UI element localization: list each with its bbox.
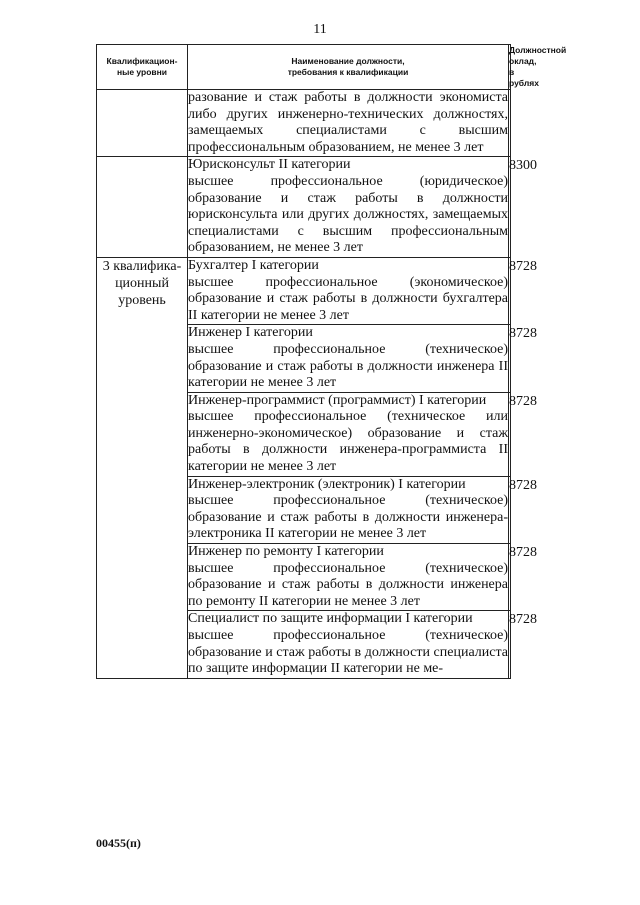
position-requirements: высшее профессиональное (экономическое) образование и стаж работы в должности бухгалтера II категории не менее 3 лет xyxy=(188,274,508,323)
position-requirements: высшее профессиональное (юридическое) образование и стаж работы в должности юрисконсульта или других должностях, замещаемых специалистами с высшим профессиональным образованием, не менее 3 лет xyxy=(188,173,508,256)
position-title: Инженер-программист (программист) I категории xyxy=(188,392,487,408)
position-title: Юрисконсульт II категории xyxy=(188,157,351,173)
table-row xyxy=(97,257,511,324)
position-requirements: высшее профессиональное (техническое или инженерно-экономическое) образование и стаж работы в должности инженера-программиста II категории не менее 3 лет xyxy=(188,409,508,475)
position-requirements: высшее профессиональное (техническое) образование и стаж работы в должности инженера по ремонту II категории не менее 3 лет xyxy=(188,560,508,609)
header-salary: Должностной оклад, в рублях xyxy=(509,45,567,88)
position-requirements: высшее профессиональное (техническое) образование и стаж работы в должности инженера-электроника II категории не менее 3 лет xyxy=(188,493,508,542)
position-cell xyxy=(188,325,509,392)
table-row xyxy=(97,157,511,258)
table-row xyxy=(97,90,511,157)
level-cell-empty xyxy=(97,90,188,157)
position-title: Инженер-электроник (электроник) I категории xyxy=(188,476,466,492)
salary-cell: 8728 xyxy=(509,544,511,611)
position-title: Специалист по защите информации I категории xyxy=(188,611,473,627)
position-requirements: высшее профессиональное (техническое) образование и стаж работы в должности инженера II категории не менее 3 лет xyxy=(188,341,508,391)
qualification-table xyxy=(96,44,567,679)
position-cell xyxy=(188,257,509,324)
page-number: 11 xyxy=(313,22,327,37)
salary-cell xyxy=(509,90,511,157)
position-title: Инженер по ремонту I категории xyxy=(188,544,384,560)
position-cell xyxy=(188,544,509,611)
level-cell: 3 квалифика- ционный уровень xyxy=(97,257,188,678)
position-title: Бухгалтер I категории xyxy=(188,257,319,273)
position-cell xyxy=(188,157,509,258)
position-cell xyxy=(188,476,509,543)
position-cell xyxy=(188,611,509,678)
table-header-row xyxy=(97,45,511,90)
position-cell xyxy=(188,90,509,157)
salary-cell: 8728 xyxy=(509,325,511,392)
salary-cell: 8728 xyxy=(509,257,511,324)
position-requirements: разование и стаж работы в должности экономиста либо других инженерно-технических должностях, замещаемых специалистами с высшим профессиональным образованием, не менее 3 лет xyxy=(188,90,508,155)
header-level: Квалификацион- ные уровни xyxy=(97,45,188,90)
salary-cell: 8300 xyxy=(509,157,511,258)
salary-cell: 8728 xyxy=(509,476,511,543)
header-position: Наименование должности, требования к квалификации xyxy=(188,45,509,90)
salary-cell: 8728 xyxy=(509,392,511,476)
level-cell-empty xyxy=(97,157,188,258)
position-cell xyxy=(188,392,509,476)
position-requirements: высшее профессиональное (техническое) образование и стаж работы в должности специалиста по защите информации II категории не ме- xyxy=(188,628,508,677)
position-title: Инженер I категории xyxy=(188,325,313,341)
salary-cell: 8728 xyxy=(509,611,511,678)
document-code: 00455(п) xyxy=(96,836,141,850)
